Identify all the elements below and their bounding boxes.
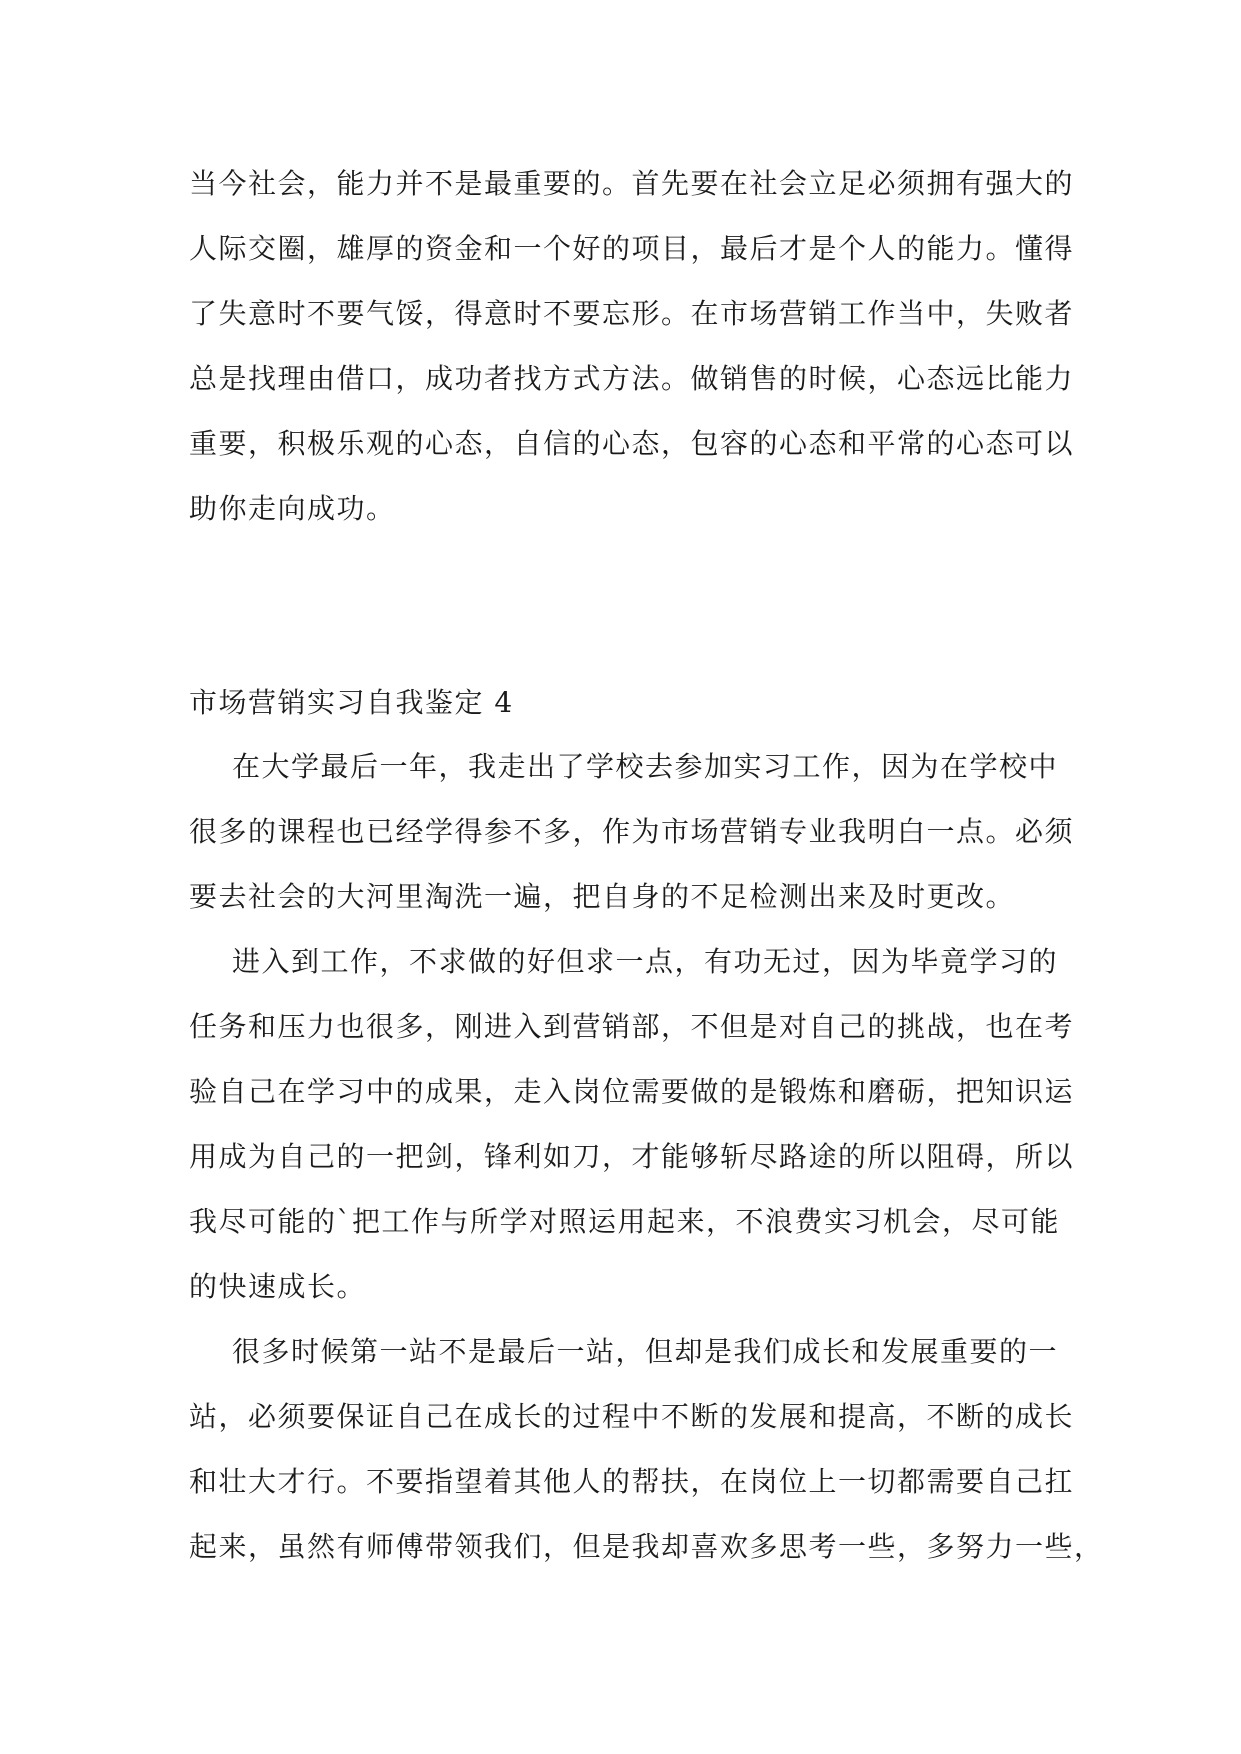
paragraph2-line-6: 的快速成长。	[189, 1270, 367, 1303]
paragraph1-line-3: 要去社会的大河里淘洗一遍，把自身的不足检测出来及时更改。	[189, 880, 1016, 913]
intro-line-5: 重要，积极乐观的心态，自信的心态，包容的心态和平常的心态可以	[189, 427, 1075, 460]
paragraph3-line-2: 站，必须要保证自己在成长的过程中不断的发展和提高，不断的成长	[189, 1400, 1075, 1433]
paragraph3-line-4: 起来，虽然有师傅带领我们，但是我却喜欢多思考一些，多努力一些，	[189, 1530, 1104, 1563]
paragraph2-line-1: 进入到工作，不求做的好但求一点，有功无过，因为毕竟学习的	[232, 945, 1059, 978]
intro-line-6: 助你走向成功。	[189, 492, 396, 525]
paragraph2-line-3: 验自己在学习中的成果，走入岗位需要做的是锻炼和磨砺，把知识运	[189, 1075, 1075, 1108]
intro-line-2: 人际交圈，雄厚的资金和一个好的项目，最后才是个人的能力。懂得	[189, 232, 1075, 265]
paragraph1-line-2: 很多的课程也已经学得参不多，作为市场营销专业我明白一点。必须	[189, 815, 1075, 848]
paragraph2-line-4: 用成为自己的一把剑，锋利如刀，才能够斩尽路途的所以阻碍，所以	[189, 1140, 1075, 1173]
paragraph1-line-1: 在大学最后一年，我走出了学校去参加实习工作，因为在学校中	[232, 750, 1059, 783]
paragraph2-line-5: 我尽可能的`把工作与所学对照运用起来，不浪费实习机会，尽可能	[189, 1205, 1061, 1238]
intro-line-1: 当今社会，能力并不是最重要的。首先要在社会立足必须拥有强大的	[189, 167, 1075, 200]
paragraph3-line-3: 和壮大才行。不要指望着其他人的帮扶，在岗位上一切都需要自己扛	[189, 1465, 1075, 1498]
intro-line-4: 总是找理由借口，成功者找方式方法。做销售的时候，心态远比能力	[189, 362, 1075, 395]
paragraph3-line-1: 很多时候第一站不是最后一站，但却是我们成长和发展重要的一	[232, 1335, 1059, 1368]
intro-line-3: 了失意时不要气馁，得意时不要忘形。在市场营销工作当中，失败者	[189, 297, 1075, 330]
paragraph2-line-2: 任务和压力也很多，刚进入到营销部，不但是对自己的挑战，也在考	[189, 1010, 1075, 1043]
section-heading: 市场营销实习自我鉴定 4	[189, 686, 514, 719]
